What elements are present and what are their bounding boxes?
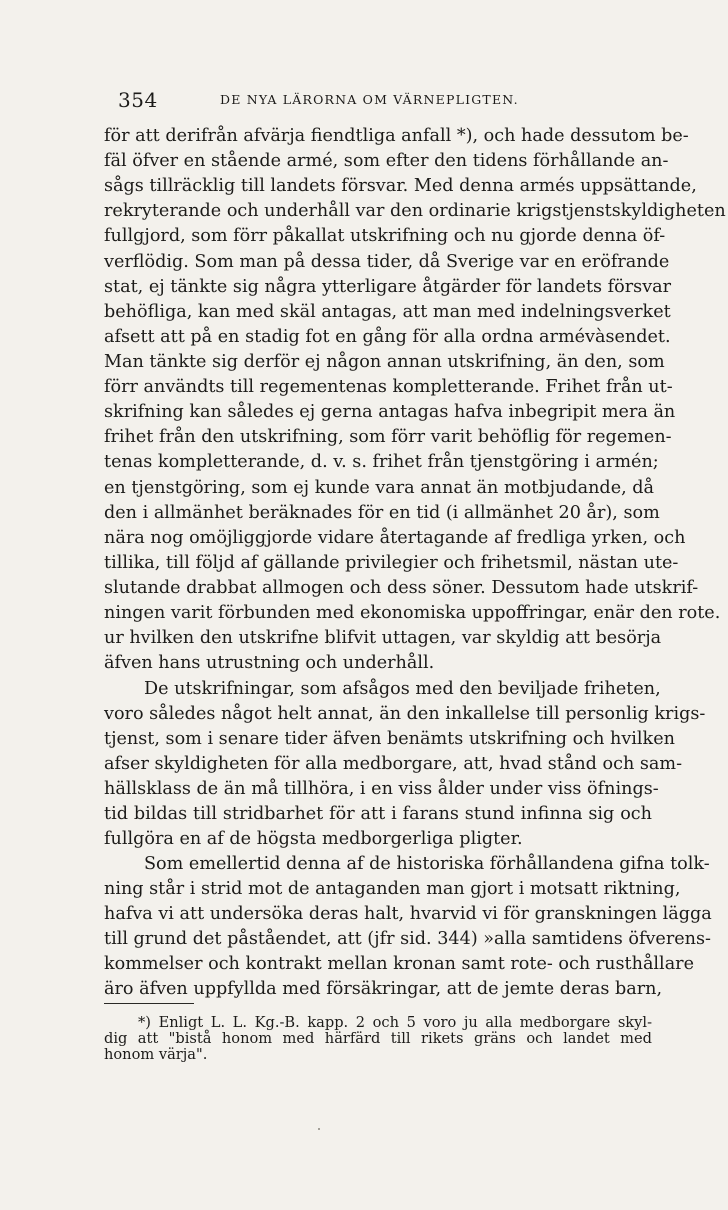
text-line: kommelser och kontrakt mellan kronan samt rote- och rusthållare (104, 954, 695, 974)
text-line: ur hvilken den utskrifne blifvit uttagen, var skyldig att besörja (104, 628, 662, 648)
text-line: hällsklass de än må tillhöra, i en viss ålder under viss öfnings- (104, 779, 659, 799)
text-line: till grund det påståendet, att (jfr sid. 344) »alla samtidens öfverens- (104, 929, 711, 949)
text-line: verflödig. Som man på dessa tider, då Sverige var en eröfrande (104, 252, 670, 272)
text-line: sågs tillräcklig till landets försvar. Med denna armés uppsättande, (104, 176, 697, 196)
text-line: fullgöra en af de högsta medborgerliga pligter. (104, 829, 523, 849)
text-line: Som emellertid denna af de historiska förhållandena gifna tolk- (144, 854, 710, 874)
text-line: för att derifrån afvärja fiendtliga anfall *), och hade dessutom be- (104, 126, 689, 146)
footnote-line: dig att "bistå honom med härfärd till rikets gräns och landet med (104, 1030, 652, 1047)
text-line: afsett att på en stadig fot en gång för alla ordna armévàsendet. (104, 327, 671, 347)
text-line: fullgjord, som förr påkallat utskrifning och nu gjorde denna öf- (104, 226, 666, 246)
footnote-line: *) Enligt L. L. Kg.-B. kapp. 2 och 5 voro ju alla medborgare skyl- (138, 1014, 652, 1031)
running-head: DE NYA LÄRORNA OM VÄRNEPLIGTEN. (220, 92, 519, 107)
text-line: fäl öfver en stående armé, som efter den tidens förhållande an- (104, 151, 669, 171)
text-line: hafva vi att undersöka deras halt, hvarvid vi för granskningen lägga (104, 904, 712, 924)
text-line: förr användts till regementenas kompletterande. Frihet från ut- (104, 377, 673, 397)
text-line: tjenst, som i senare tider äfven benämts utskrifning och hvilken (104, 729, 675, 749)
text-line: skrifning kan således ej gerna antagas hafva inbegripit mera än (104, 402, 676, 422)
text-line: äro äfven uppfyllda med försäkringar, att de jemte deras barn, (104, 979, 663, 999)
page-number: 354 (118, 88, 158, 112)
text-line: den i allmänhet beräknades för en tid (i allmänhet 20 år), som (104, 503, 660, 523)
text-line: voro således något helt annat, än den inkallelse till personlig krigs- (104, 704, 706, 724)
text-line: De utskrifningar, som afsågos med den beviljade friheten, (144, 679, 661, 699)
text-line: äfven hans utrustning och underhåll. (104, 653, 435, 673)
text-line: behöfliga, kan med skäl antagas, att man med indelningsverket (104, 302, 671, 322)
text-line: tillika, till följd af gällande privilegier och frihetsmil, nästan ute- (104, 553, 679, 573)
text-line: afser skyldigheten för alla medborgare, att, hvad stånd och sam- (104, 754, 683, 774)
text-line: ningen varit förbunden med ekonomiska uppoffringar, enär den rote. (104, 603, 721, 623)
text-line: slutande drabbat allmogen och dess söner. Dessutom hade utskrif- (104, 578, 699, 598)
paper-speck (318, 1128, 320, 1130)
text-line: ning står i strid mot de antaganden man gjort i motsatt riktning, (104, 879, 681, 899)
text-line: rekryterande och underhåll var den ordinarie krigstjenstskyldigheten (104, 201, 726, 221)
text-line: frihet från den utskrifning, som förr varit behöflig för regemen- (104, 427, 672, 447)
text-line: nära nog omöjliggjorde vidare återtagande af fredliga yrken, och (104, 528, 686, 548)
text-line: en tjenstgöring, som ej kunde vara annat än motbjudande, då (104, 478, 655, 498)
footnote-line: honom värja". (104, 1046, 208, 1063)
footnote-rule (104, 1003, 194, 1004)
text-line: tenas kompletterande, d. v. s. frihet från tjenstgöring i armén; (104, 452, 659, 472)
text-line: Man tänkte sig derför ej någon annan utskrifning, än den, som (104, 352, 665, 372)
text-line: stat, ej tänkte sig några ytterligare åtgärder för landets försvar (104, 277, 672, 297)
text-line: tid bildas till stridbarhet för att i farans stund infinna sig och (104, 804, 652, 824)
